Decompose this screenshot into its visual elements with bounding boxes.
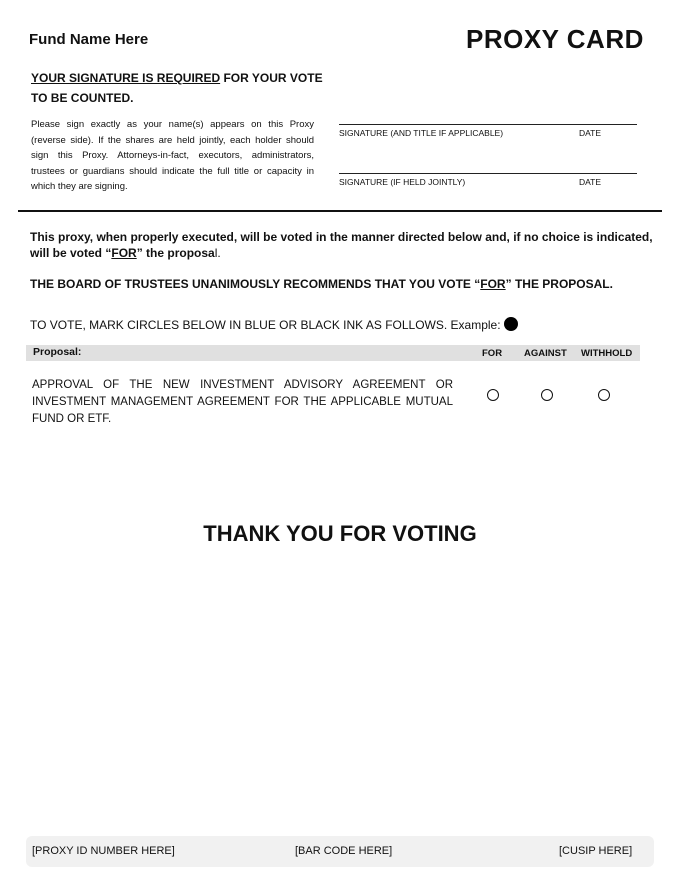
signature-required-notice bbox=[31, 68, 331, 108]
column-header-withhold: WITHHOLD bbox=[581, 348, 633, 359]
board-recommendation-for: FOR bbox=[480, 277, 506, 291]
board-recommendation bbox=[30, 277, 662, 291]
proxy-statement bbox=[30, 229, 662, 261]
fund-name: Fund Name Here bbox=[29, 31, 149, 48]
proposal-table-header bbox=[26, 345, 640, 361]
signature-required-emphasis: YOUR SIGNATURE IS REQUIRED bbox=[31, 71, 221, 85]
signature-line-primary[interactable] bbox=[339, 124, 637, 125]
footer-bar bbox=[26, 836, 654, 867]
card-title: PROXY CARD bbox=[466, 24, 644, 54]
vote-withhold-circle[interactable] bbox=[598, 389, 610, 401]
vote-for-circle[interactable] bbox=[487, 389, 499, 401]
vote-instructions-text: TO VOTE, MARK CIRCLES BELOW IN BLUE OR BLACK INK AS FOLLOWS. Example: bbox=[30, 318, 501, 332]
bar-code-placeholder: [BAR CODE HERE] bbox=[295, 845, 393, 857]
signature-line-joint[interactable] bbox=[339, 173, 637, 174]
thank-you-message: THANK YOU FOR VOTING bbox=[203, 521, 477, 546]
signature-label-primary: SIGNATURE (AND TITLE IF APPLICABLE) bbox=[339, 128, 504, 138]
proxy-id-placeholder: [PROXY ID NUMBER HERE] bbox=[32, 845, 175, 857]
signing-instructions: Please sign exactly as your name(s) appears on this Proxy (reverse side). If the shares are held jointly, each holder should sign this Proxy. Attorneys-in-fact, executors, administrators, trustees or guardians should indicate the full title or capacity in which they are signing. bbox=[31, 119, 314, 193]
proxy-statement-part1: This proxy, when properly executed, will be voted in the manner directed below and, if no choice is indicated, will be voted “ bbox=[30, 230, 653, 260]
cusip-placeholder: [CUSIP HERE] bbox=[559, 845, 633, 857]
signature-label-joint: SIGNATURE (IF HELD JOINTLY) bbox=[339, 177, 466, 187]
proxy-statement-for: FOR bbox=[111, 246, 137, 260]
proposal-header-label: Proposal: bbox=[33, 346, 82, 358]
signature-date-label-primary: DATE bbox=[579, 128, 602, 138]
filled-circle-example-icon bbox=[504, 317, 518, 331]
vote-against-circle[interactable] bbox=[541, 389, 553, 401]
proxy-statement-part3: l. bbox=[214, 246, 221, 260]
column-header-for: FOR bbox=[482, 348, 503, 359]
proposal-text: APPROVAL OF THE NEW INVESTMENT ADVISORY AGREEMENT OR INVESTMENT MANAGEMENT AGREEMENT FOR THE APPLICABLE MUTUAL FUND OR ETF. bbox=[32, 379, 453, 425]
signature-date-label-joint: DATE bbox=[579, 177, 602, 187]
board-recommendation-part1: THE BOARD OF TRUSTEES UNANIMOUSLY RECOMMENDS THAT YOU VOTE “ bbox=[30, 277, 481, 291]
signature-required-rest: FOR YOUR VOTE TO BE COUNTED. bbox=[31, 71, 323, 105]
proxy-statement-part2: ” the proposa bbox=[136, 246, 215, 260]
vote-instructions bbox=[30, 317, 518, 332]
section-divider bbox=[18, 210, 662, 212]
column-header-against: AGAINST bbox=[524, 348, 567, 359]
board-recommendation-part2: ” THE PROPOSAL. bbox=[505, 277, 613, 291]
